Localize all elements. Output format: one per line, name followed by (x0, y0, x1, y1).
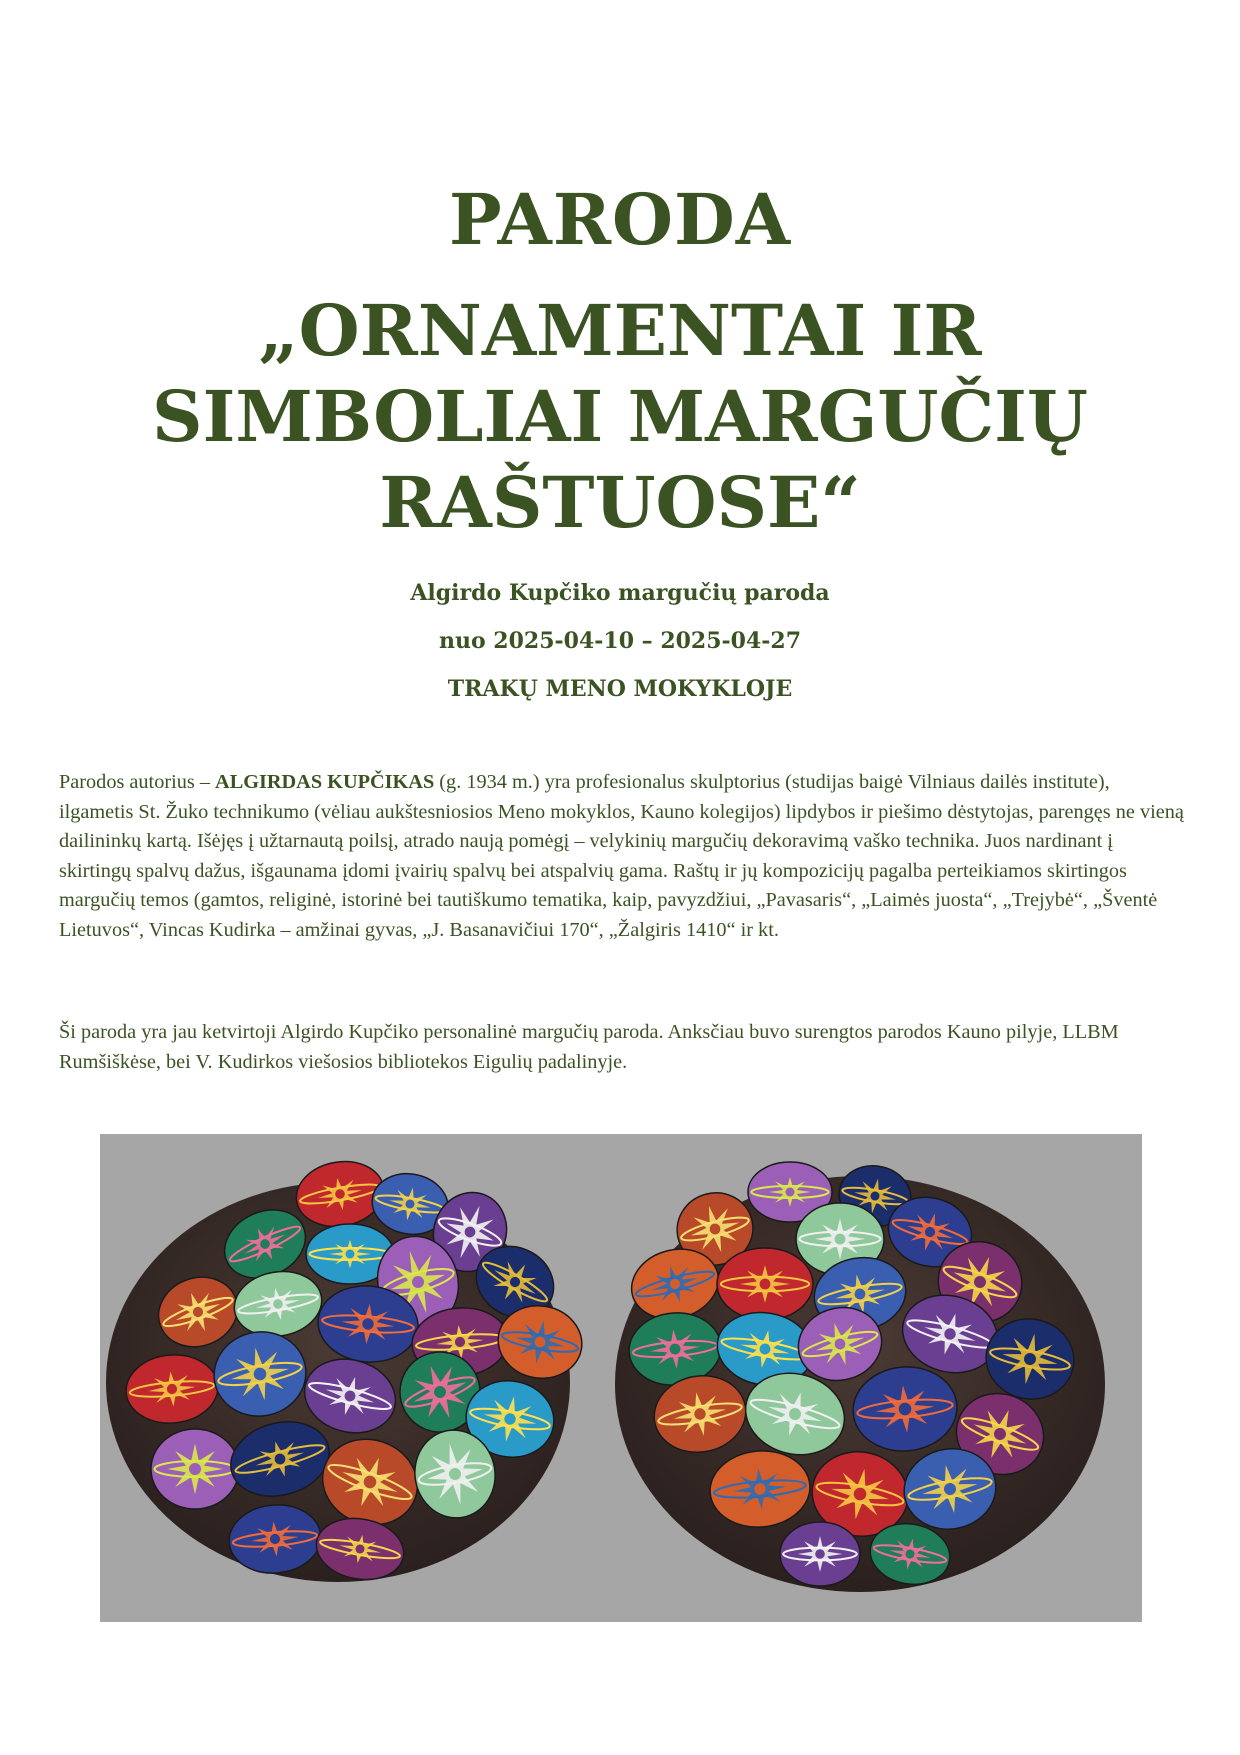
easter-egg (717, 1248, 813, 1320)
heading-paroda: PARODA (448, 178, 792, 261)
subtitle-venue: TRAKŲ MENO MOKYKLOJE (447, 676, 793, 702)
subtitle-dates: nuo 2025-04-10 – 2025-04-27 (438, 628, 802, 654)
body-paragraph-2: Ši paroda yra jau ketvirtoji Algirdo Kupčiko personalinė margučių paroda. Anksčiau buvo surengtos parodos Kauno pilyje, LLBM Rumšiškėse, bei V. Kudirkos viešosios bibliotekos Eigulių padalinyje. (59, 1021, 1119, 1073)
heading-line-3: SIMBOLIAI MARGUČIŲ (152, 375, 1088, 458)
body-paragraph-1 (59, 768, 1184, 945)
easter-eggs-photo (100, 1134, 1142, 1622)
heading-exhibition-title (0, 288, 1240, 546)
easter-egg (151, 1429, 239, 1509)
easter-egg (780, 1522, 860, 1586)
heading-line-4: RAŠTUOSE“ (379, 461, 861, 544)
author-name: ALGIRDAS KUPČIKAS (215, 771, 435, 793)
subtitle-author: Algirdo Kupčiko margučių paroda (410, 580, 830, 606)
body-rest: (g. 1934 m.) yra profesionalus skulptorius (studijas baigė Vilniaus dailės institute), ilgametis St. Žuko technikumo (vėliau aukštesniosios Meno mokyklos, Kauno kolegijos) lipdybos ir piešimo dėstytojas, parengęs ne vieną dailininkų kartą. Išėjęs į užtarnautą poilsį, atrado naują pomėgį – velykinių margučių dekoravimą vaško technika. Juos nardinant į skirtingų spalvų dažus, išgaunama įdomi įvairių spalvų bei atspalvių gama. Raštų ir jų kompozicijų pagalba perteikiamos skirtingos margučių temos (gamtos, religinė, istorinė bei tautiškumo tematika, kaip, pavyzdžiui, „Pavasaris“, „Laimės juosta“, „Trejybė“, „Šventė Lietuvos“, Vincas Kudirka – amžinai gyvas, „J. Basanavičiui 170“, „Žalgiris 1410“ ir kt. (59, 771, 1184, 941)
heading-line-2: „ORNAMENTAI IR (258, 289, 982, 372)
body-intro: Parodos autorius – (59, 771, 216, 793)
